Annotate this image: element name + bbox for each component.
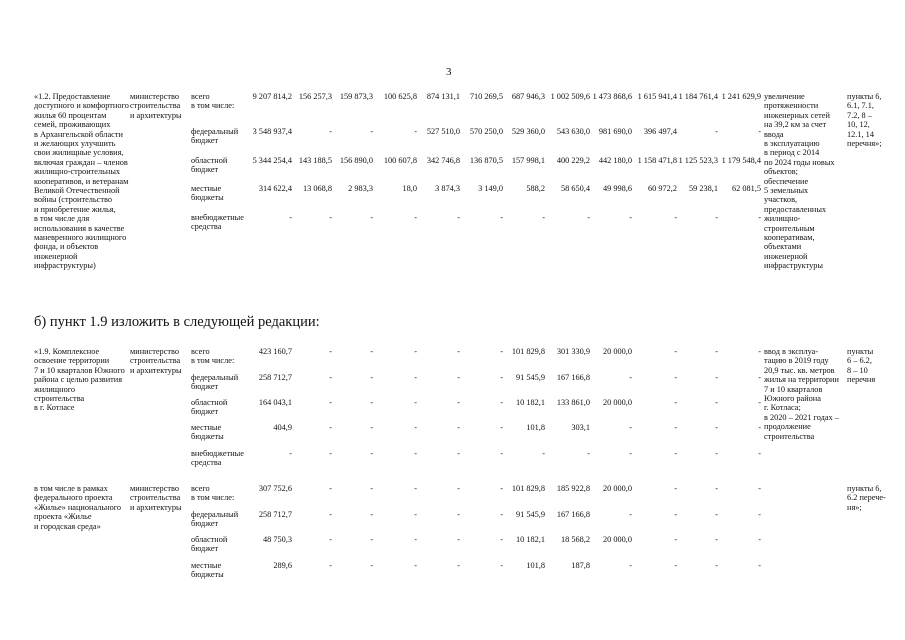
table-cell-value: - (715, 449, 718, 458)
result-text-line: в период с 2014 (764, 148, 820, 158)
table-cell-value: - (758, 213, 761, 222)
table-cell-value: - (370, 423, 373, 432)
table-cell-value: 13 068,8 (302, 184, 332, 193)
table-cell-value: 167 166,8 (556, 373, 590, 382)
table-cell-value: 101,8 (526, 423, 545, 432)
table-cell-value: - (758, 423, 761, 432)
activity-text-line: в Архангельской области (34, 129, 123, 139)
table-cell-value: 3 874,3 (435, 184, 460, 193)
table-cell-value: 133 861,0 (556, 398, 590, 407)
table-cell-value: 159 873,3 (339, 92, 373, 101)
table-cell-value: - (674, 398, 677, 407)
activity-text-line: жилья 60 процентам (34, 110, 107, 120)
funding-source-label: бюджет (191, 165, 219, 175)
activity-text-line: в том числе для (34, 214, 90, 224)
table-cell-value: - (289, 449, 292, 458)
activity-text-line: жилищного (34, 384, 76, 394)
activity-text-line: включая граждан – членов (34, 157, 128, 167)
activity-text-line: федерального проекта (34, 493, 113, 503)
table-cell-value: - (674, 347, 677, 356)
table-cell-value: - (414, 510, 417, 519)
table-cell-value: 301 330,9 (556, 347, 590, 356)
table-cell-value: - (370, 561, 373, 570)
table-cell-value: - (587, 213, 590, 222)
table-cell-value: 342 746,8 (426, 156, 460, 165)
table-cell-value: 62 081,5 (731, 184, 761, 193)
table-cell-value: - (370, 535, 373, 544)
table-cell-value: 185 922,8 (556, 484, 590, 493)
table-cell-value: 187,8 (571, 561, 590, 570)
table-cell-value: - (414, 535, 417, 544)
funding-source-label: бюджеты (191, 193, 224, 203)
table-cell-value: 423 160,7 (258, 347, 292, 356)
funding-source-label: средства (191, 458, 222, 468)
table-cell-value: - (414, 347, 417, 356)
activity-text-line: в том числе в рамках (34, 484, 108, 493)
table-cell-value: - (758, 561, 761, 570)
result-text-line: 20,9 тыс. кв. метров (764, 365, 835, 375)
table-cell-value: - (542, 213, 545, 222)
table-cell-value: - (329, 127, 332, 136)
table-cell-value: 10 182,1 (515, 535, 545, 544)
table-cell-value: 48 750,3 (262, 535, 292, 544)
table-cell-value: 20 000,0 (602, 398, 632, 407)
table-cell-value: 289,6 (273, 561, 292, 570)
activity-text-line: фонда, и объектов (34, 242, 99, 252)
table-cell-value: - (370, 373, 373, 382)
executor-text-line: министерство (130, 92, 180, 101)
table-cell-value: 1 473 868,6 (592, 92, 632, 101)
result-text-line: инженерных сетей (764, 110, 830, 120)
table-cell-value: - (457, 535, 460, 544)
executor-text-line: строительства (130, 101, 181, 111)
table-cell-value: - (629, 423, 632, 432)
points-text-line: пункты 6, (847, 484, 882, 493)
table-cell-value: 157 998,1 (511, 156, 545, 165)
points-text-line: перечня (847, 375, 876, 385)
executor-text-line: строительства (130, 356, 181, 366)
result-text-line: протяженности (764, 101, 819, 111)
table-cell-value: - (629, 373, 632, 382)
table-cell-value: - (457, 398, 460, 407)
result-text-line: обеспечение (764, 176, 809, 186)
activity-text-line: района с целью развития (34, 375, 123, 385)
table-cell-value: 442 180,0 (598, 156, 632, 165)
table-cell-value: 91 545,9 (515, 510, 545, 519)
points-text-line: 6.2 перече- (847, 493, 886, 503)
funding-source-label: бюджет (191, 519, 219, 529)
result-text-line: строительным (764, 223, 815, 233)
table-cell-value: - (500, 398, 503, 407)
table-cell-value: - (370, 213, 373, 222)
table-cell-value: - (414, 398, 417, 407)
result-text-line: предоставленных (764, 204, 827, 214)
table-cell-value: 3 149,0 (478, 184, 503, 193)
table-cell-value: - (414, 423, 417, 432)
table-cell-value: - (500, 449, 503, 458)
activity-text-line: и приобретение жилья, (34, 204, 116, 214)
table-cell-value: 710 269,5 (469, 92, 503, 101)
table-cell-value: 396 497,4 (643, 127, 677, 136)
table-cell-value: - (370, 510, 373, 519)
activity-text-line: использования в качестве (34, 223, 125, 233)
activity-text-line: «Жилье» национального (34, 502, 122, 512)
activity-text-line: и желающих улучшить (34, 139, 116, 148)
result-text-line: 7 и 10 кварталов (764, 384, 823, 394)
table-cell-value: - (674, 373, 677, 382)
points-text-line: 6.1, 7.1, (847, 101, 874, 111)
table-cell-value: - (329, 398, 332, 407)
table-cell-value: - (674, 484, 677, 493)
points-text-line: перечня»; (847, 139, 882, 148)
result-text-line: тацию в 2019 году (764, 356, 829, 366)
funding-source-label: местные (191, 561, 222, 570)
table-cell-value: - (758, 449, 761, 458)
result-text-line: Южного района (764, 394, 821, 403)
executor-text-line: и архитектуры (130, 365, 182, 375)
result-text-line: кооперативам, (764, 233, 815, 242)
points-text-line: пункты (847, 347, 874, 356)
table-cell-value: - (674, 561, 677, 570)
table-cell-value: - (715, 423, 718, 432)
table-cell-value: 18,0 (402, 184, 417, 193)
funding-source-label: бюджет (191, 407, 219, 417)
table-cell-value: 9 207 814,2 (252, 92, 292, 101)
executor-text-line: строительства (130, 493, 181, 503)
activity-text-line: 7 и 10 кварталов Южного (34, 365, 125, 375)
table-cell-value: - (715, 398, 718, 407)
table-cell-value: - (674, 423, 677, 432)
table-cell-value: - (329, 347, 332, 356)
points-text-line: 12.1, 14 (847, 129, 874, 139)
table-cell-value: 60 972,2 (647, 184, 677, 193)
table-cell-value: - (758, 484, 761, 493)
page-number: 3 (446, 66, 452, 78)
table-cell-value: - (715, 535, 718, 544)
activity-text-line: инфраструктуры) (34, 261, 96, 271)
table-cell-value: - (500, 423, 503, 432)
table-cell-value: 400 229,2 (556, 156, 590, 165)
table-cell-value: 314 622,4 (258, 184, 292, 193)
table-cell-value: 101 829,8 (511, 347, 545, 356)
activity-text-line: Великой Отечественной (34, 186, 120, 195)
table-cell-value: 3 548 937,4 (252, 127, 292, 136)
table-cell-value: - (629, 561, 632, 570)
table-cell-value: - (457, 213, 460, 222)
points-text-line: 6 – 6.2, (847, 356, 872, 366)
table-cell-value: - (414, 213, 417, 222)
table-cell-value: 874 131,1 (426, 92, 460, 101)
table-cell-value: - (715, 213, 718, 222)
table-cell-value: - (457, 449, 460, 458)
section-heading: б) пункт 1.9 изложить в следующей редакции: (34, 314, 320, 330)
table-cell-value: - (500, 373, 503, 382)
table-cell-value: - (500, 561, 503, 570)
funding-source-label: в том числе: (191, 101, 235, 111)
funding-source-label: областной (191, 398, 228, 407)
table-cell-value: - (715, 347, 718, 356)
funding-source-label: федеральный (191, 127, 239, 136)
activity-text-line: «1.2. Предоставление (34, 92, 111, 101)
table-cell-value: - (715, 127, 718, 136)
activity-text-line: «1.9. Комплексное (34, 347, 100, 356)
activity-text-line: строительства (34, 394, 85, 403)
table-cell-value: 529 360,0 (511, 127, 545, 136)
table-cell-value: 20 000,0 (602, 347, 632, 356)
table-cell-value: - (414, 449, 417, 458)
table-cell-value: - (457, 484, 460, 493)
table-cell-value: 527 510,0 (426, 127, 460, 136)
table-cell-value: - (329, 449, 332, 458)
funding-source-label: всего (191, 92, 210, 101)
result-text-line: инфраструктуры (764, 261, 823, 271)
result-text-line: на 39,2 км за счет (764, 120, 827, 130)
table-cell-value: - (758, 127, 761, 136)
table-cell-value: - (457, 373, 460, 382)
table-cell-value: 258 712,7 (258, 510, 292, 519)
result-text-line: увеличение (764, 92, 805, 101)
table-cell-value: 404,9 (273, 423, 292, 432)
table-cell-value: 1 241 629,9 (721, 92, 761, 101)
result-text-line: г. Котласа; (764, 403, 801, 413)
activity-text-line: проекта «Жилье (34, 512, 92, 522)
table-cell-value: 570 250,0 (469, 127, 503, 136)
table-cell-value: 2 983,3 (348, 184, 373, 193)
executor-text-line: и архитектуры (130, 110, 182, 120)
funding-source-label: внебюджетные (191, 213, 244, 222)
table-cell-value: 307 752,6 (258, 484, 292, 493)
table-cell-value: - (370, 484, 373, 493)
activity-text-line: войны (строительство (34, 195, 112, 205)
result-text-line: в 2020 – 2021 годах – (764, 412, 839, 422)
table-cell-value: - (500, 510, 503, 519)
result-text-line: продолжение (764, 422, 811, 432)
table-cell-value: 156 257,3 (298, 92, 332, 101)
executor-text-line: министерство (130, 484, 180, 493)
table-cell-value: - (629, 510, 632, 519)
table-cell-value: 981 690,0 (598, 127, 632, 136)
funding-source-label: внебюджетные (191, 449, 244, 458)
points-text-line: пункты 6, (847, 92, 882, 101)
table-cell-value: - (414, 484, 417, 493)
table-cell-value: 167 166,8 (556, 510, 590, 519)
funding-source-label: областной (191, 156, 228, 165)
table-cell-value: - (414, 127, 417, 136)
activity-text-line: кооперативов, и ветеранам (34, 176, 129, 186)
table-cell-value: 18 568,2 (560, 535, 590, 544)
table-cell-value: - (715, 510, 718, 519)
table-cell-value: 588,2 (526, 184, 545, 193)
table-cell-value: 1 615 941,4 (637, 92, 677, 101)
table-cell-value: - (629, 449, 632, 458)
table-cell-value: - (500, 347, 503, 356)
table-cell-value: - (329, 561, 332, 570)
points-text-line: 8 – 10 (847, 365, 868, 375)
table-cell-value: - (500, 484, 503, 493)
table-cell-value: - (414, 373, 417, 382)
funding-source-label: федеральный (191, 510, 239, 519)
activity-text-line: свои жилищные условия, (34, 148, 124, 158)
table-cell-value: 100 625,8 (383, 92, 417, 101)
table-cell-value: - (674, 449, 677, 458)
points-text-line: 10, 12, (847, 120, 870, 130)
table-cell-value: - (370, 347, 373, 356)
activity-text-line: семей, проживающих (34, 120, 111, 130)
table-cell-value: 687 946,3 (511, 92, 545, 101)
table-cell-value: - (715, 484, 718, 493)
funding-source-label: местные (191, 423, 222, 432)
table-cell-value: 136 870,5 (469, 156, 503, 165)
table-cell-value: - (457, 510, 460, 519)
table-cell-value: - (758, 535, 761, 544)
table-cell-value: - (758, 373, 761, 382)
table-cell-value: - (370, 449, 373, 458)
executor-text-line: министерство (130, 347, 180, 356)
table-cell-value: - (587, 449, 590, 458)
table-cell-value: - (457, 347, 460, 356)
table-cell-value: - (715, 561, 718, 570)
table-cell-value: 543 630,0 (556, 127, 590, 136)
activity-text-line: инженерной (34, 251, 78, 261)
table-cell-value: 1 002 509,6 (550, 92, 590, 101)
table-cell-value: - (370, 127, 373, 136)
table-cell-value: 58 650,4 (560, 184, 590, 193)
funding-source-label: средства (191, 222, 222, 232)
table-cell-value: 143 188,5 (298, 156, 332, 165)
funding-source-label: бюджеты (191, 570, 224, 580)
result-text-line: жилищно- (764, 214, 801, 224)
executor-text-line: и архитектуры (130, 502, 182, 512)
table-cell-value: 49 998,6 (602, 184, 632, 193)
table-cell-value: - (500, 213, 503, 222)
table-cell-value: 20 000,0 (602, 484, 632, 493)
activity-text-line: маневренного жилищного (34, 233, 127, 242)
activity-text-line: освоение территории (34, 356, 110, 366)
result-text-line: объектами (764, 242, 802, 252)
table-cell-value: 164 043,1 (258, 398, 292, 407)
activity-text-line: и городская среда» (34, 521, 101, 531)
funding-source-label: в том числе: (191, 493, 235, 503)
table-cell-value: - (329, 423, 332, 432)
table-cell-value: 258 712,7 (258, 373, 292, 382)
table-cell-value: 1 158 471,8 (637, 156, 677, 165)
funding-source-label: бюджет (191, 544, 219, 554)
result-text-line: участков, (764, 195, 798, 205)
table-cell-value: - (329, 213, 332, 222)
table-cell-value: - (629, 213, 632, 222)
result-text-line: инженерной (764, 251, 808, 261)
table-cell-value: - (329, 373, 332, 382)
table-cell-value: 1 125 523,3 (678, 156, 718, 165)
funding-source-label: местные (191, 184, 222, 193)
result-text-line: в эксплуатацию (764, 139, 820, 148)
activity-text-line: жилищно-строительных (34, 167, 121, 177)
table-cell-value: - (414, 561, 417, 570)
table-cell-value: - (457, 423, 460, 432)
result-text-line: строительства (764, 431, 815, 441)
result-text-line: по 2024 годы новых (764, 157, 835, 167)
table-cell-value: 156 890,0 (339, 156, 373, 165)
table-cell-value: - (329, 535, 332, 544)
table-cell-value: - (674, 510, 677, 519)
points-text-line: 7.2, 8 – (847, 110, 872, 120)
table-cell-value: - (674, 213, 677, 222)
table-cell-value: - (370, 398, 373, 407)
funding-source-label: федеральный (191, 373, 239, 382)
table-cell-value: - (758, 398, 761, 407)
table-cell-value: 1 184 761,4 (678, 92, 718, 101)
funding-source-label: бюджет (191, 382, 219, 392)
funding-source-label: бюджет (191, 136, 219, 146)
table-cell-value: - (542, 449, 545, 458)
table-cell-value: 20 000,0 (602, 535, 632, 544)
funding-source-label: всего (191, 347, 210, 356)
table-cell-value: - (674, 535, 677, 544)
table-cell-value: - (289, 213, 292, 222)
table-cell-value: 1 179 548,4 (721, 156, 761, 165)
activity-text-line: в г. Котласе (34, 403, 75, 413)
result-text-line: ввод в эксплуа- (764, 347, 819, 356)
table-cell-value: 101,8 (526, 561, 545, 570)
table-cell-value: - (329, 510, 332, 519)
table-cell-value: 101 829,8 (511, 484, 545, 493)
funding-source-label: бюджеты (191, 432, 224, 442)
table-cell-value: - (500, 535, 503, 544)
table-cell-value: - (758, 347, 761, 356)
table-cell-value: - (715, 373, 718, 382)
activity-text-line: доступного и комфортного (34, 101, 129, 111)
funding-source-label: всего (191, 484, 210, 493)
table-cell-value: 59 238,1 (688, 184, 718, 193)
table-cell-value: 100 607,8 (383, 156, 417, 165)
result-text-line: объектов; (764, 167, 798, 177)
result-text-line: 5 земельных (764, 186, 809, 195)
table-cell-value: - (758, 510, 761, 519)
result-text-line: жилья на территории (764, 375, 839, 385)
table-cell-value: 5 344 254,4 (252, 156, 292, 165)
table-cell-value: - (457, 561, 460, 570)
result-text-line: ввода (764, 129, 784, 139)
points-text-line: ня»; (847, 502, 862, 512)
table-cell-value: 303,1 (571, 423, 590, 432)
table-cell-value: 10 182,1 (515, 398, 545, 407)
funding-source-label: в том числе: (191, 356, 235, 366)
table-cell-value: 91 545,9 (515, 373, 545, 382)
table-cell-value: - (329, 484, 332, 493)
funding-source-label: областной (191, 535, 228, 544)
